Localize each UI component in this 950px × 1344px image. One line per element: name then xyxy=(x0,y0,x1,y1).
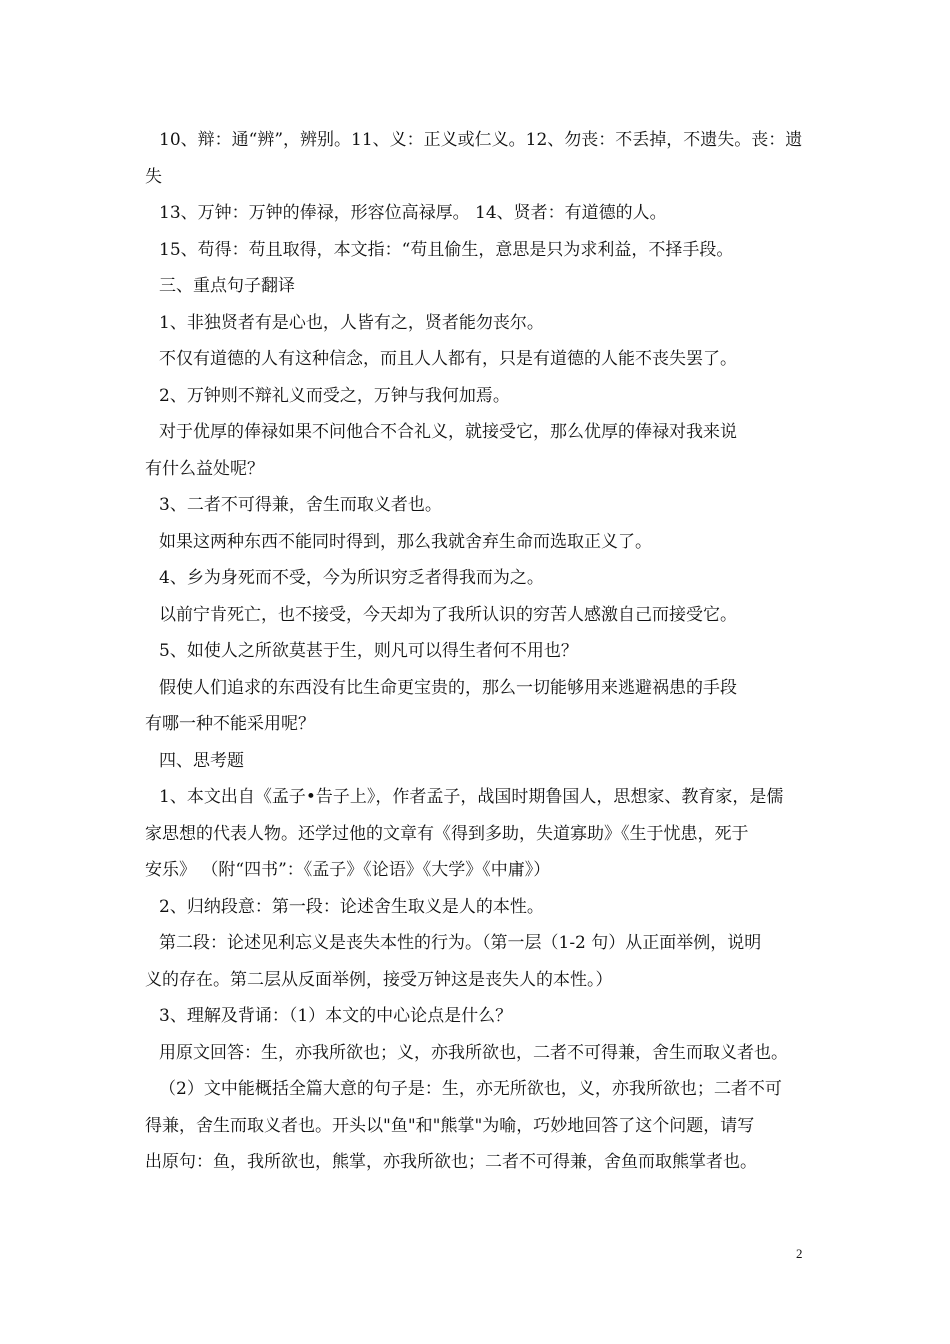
text-line: 以前宁肯死亡，也不接受，今天却为了我所认识的穷苦人感激自己而接受它。 xyxy=(159,604,737,625)
page-number: 2 xyxy=(796,1246,803,1261)
text-line: 1、本文出自《孟子•告子上》，作者孟子，战国时期鲁国人，思想家、教育家，是儒 xyxy=(159,787,784,807)
section-heading: 三、重点句子翻译 xyxy=(159,276,295,296)
text-line: 3、理解及背诵：（1）本文的中心论点是什么？ xyxy=(159,1006,513,1026)
text-line: 不仅有道德的人有这种信念，而且人人都有，只是有道德的人能不丧失罢了。 xyxy=(159,349,737,369)
text-line: 4、乡为身死而不受，今为所识穷乏者得我而为之。 xyxy=(159,568,544,588)
text-line: 出原句：鱼，我所欲也，熊掌，亦我所欲也；二者不可得兼，舍鱼而取熊掌者也。 xyxy=(145,1152,757,1172)
text-line: 2、万钟则不辩礼义而受之，万钟与我何加焉。 xyxy=(159,385,510,406)
section-heading: 四、思考题 xyxy=(159,750,244,771)
text-line: 有什么益处呢？ xyxy=(145,458,264,479)
text-line: 失 xyxy=(145,166,162,187)
text-line: 对于优厚的俸禄如果不问他合不合礼义，就接受它，那么优厚的俸禄对我来说 xyxy=(159,422,737,442)
text-line: 5、如使人之所欲莫甚于生，则凡可以得生者何不用也？ xyxy=(159,641,578,661)
text-line: （2）文中能概括全篇大意的句子是：生，亦无所欲也，义，亦我所欲也；二者不可 xyxy=(159,1079,782,1099)
text-line: 13、万钟：万钟的俸禄，形容位高禄厚。 14、贤者：有道德的人。 xyxy=(159,203,667,223)
text-line: 15、苟得：苟且取得，本文指：“苟且偷生，意思是只为求利益，不择手段。 xyxy=(159,239,734,260)
text-line: 义的存在。第二层从反面举例，接受万钟这是丧失人的本性。） xyxy=(145,969,613,990)
text-line: 有哪一种不能采用呢？ xyxy=(145,714,315,734)
text-line: 如果这两种东西不能同时得到，那么我就舍弃生命而选取正义了。 xyxy=(159,531,652,552)
text-line: 得兼，舍生而取义者也。开头以"鱼"和"熊掌"为喻，巧妙地回答了这个问题，请写 xyxy=(145,1115,755,1136)
text-line: 第二段：论述见利忘义是丧失本性的行为。（第一层（1-2 句）从正面举例，说明 xyxy=(159,933,762,953)
text-line: 2、归纳段意：第一段：论述舍生取义是人的本性。 xyxy=(159,896,544,917)
text-line: 家思想的代表人物。还学过他的文章有《得到多助，失道寡助》《生于忧患，死于 xyxy=(145,823,749,844)
document-body xyxy=(145,122,810,1181)
text-line: 用原文回答：生，亦我所欲也；义，亦我所欲也，二者不可得兼，舍生而取义者也。 xyxy=(159,1042,788,1063)
text-line: 假使人们追求的东西没有比生命更宝贵的，那么一切能够用来逃避祸患的手段 xyxy=(159,677,737,698)
text-line: 1、非独贤者有是心也，人皆有之，贤者能勿丧尔。 xyxy=(159,312,544,333)
text-line: 3、二者不可得兼，舍生而取义者也。 xyxy=(159,495,442,515)
text-line: 安乐》 （附“四书”：《孟子》《论语》《大学》《中庸》） xyxy=(145,860,551,880)
text-line: 10、辩：通“辨”，辨别。11、义：正义或仁义。12、勿丧：不丢掉，不遗失。丧：遗 xyxy=(159,130,803,150)
